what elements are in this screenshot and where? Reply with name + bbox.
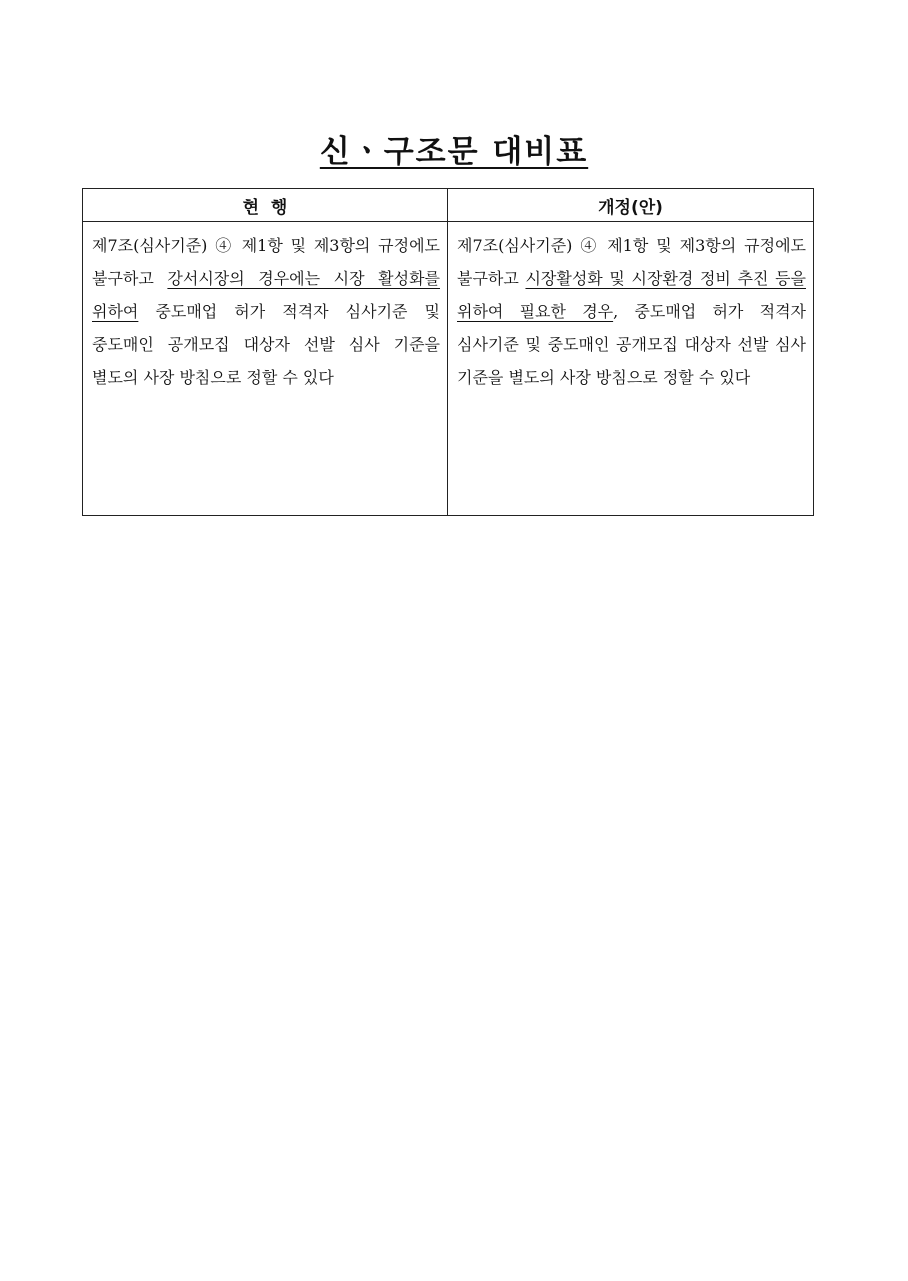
revised-text-cell — [448, 222, 814, 516]
current-text-before: 제7조(심사기준) ④ 제1항 및 제3항의 규정에도 불구하고 — [92, 236, 440, 288]
revised-text-after: , 중도매업 허가 적격자 심사기준 및 중도매인 공개모집 대상자 선발 심사 기준을 별도의 사장 방침으로 정할 수 있다 — [457, 302, 806, 387]
header-current: 현 행 — [83, 189, 448, 222]
revised-text-before: 제7조(심사기준) ④ 제1항 및 제3항의 규정에도 불구하고 — [457, 236, 806, 288]
page-title — [0, 132, 908, 172]
content-row — [83, 222, 814, 516]
comparison-table — [82, 188, 814, 516]
header-revised: 개정(안) — [448, 189, 814, 222]
current-text-underlined: 강서시장의 경우에는 시장 활성화를 위하여 — [92, 269, 440, 321]
header-row — [83, 189, 814, 222]
revised-text-underlined: 시장활성화 및 시장환경 정비 추진 등을 위하여 필요한 경우 — [457, 269, 806, 321]
current-text-cell — [83, 222, 448, 516]
page-title-text: 신ㆍ구조문 대비표 — [319, 134, 589, 170]
current-text-after: 중도매업 허가 적격자 심사기준 및 중도매인 공개모집 대상자 선발 심사 기준을 별도의 사장 방침으로 정할 수 있다 — [92, 302, 440, 387]
